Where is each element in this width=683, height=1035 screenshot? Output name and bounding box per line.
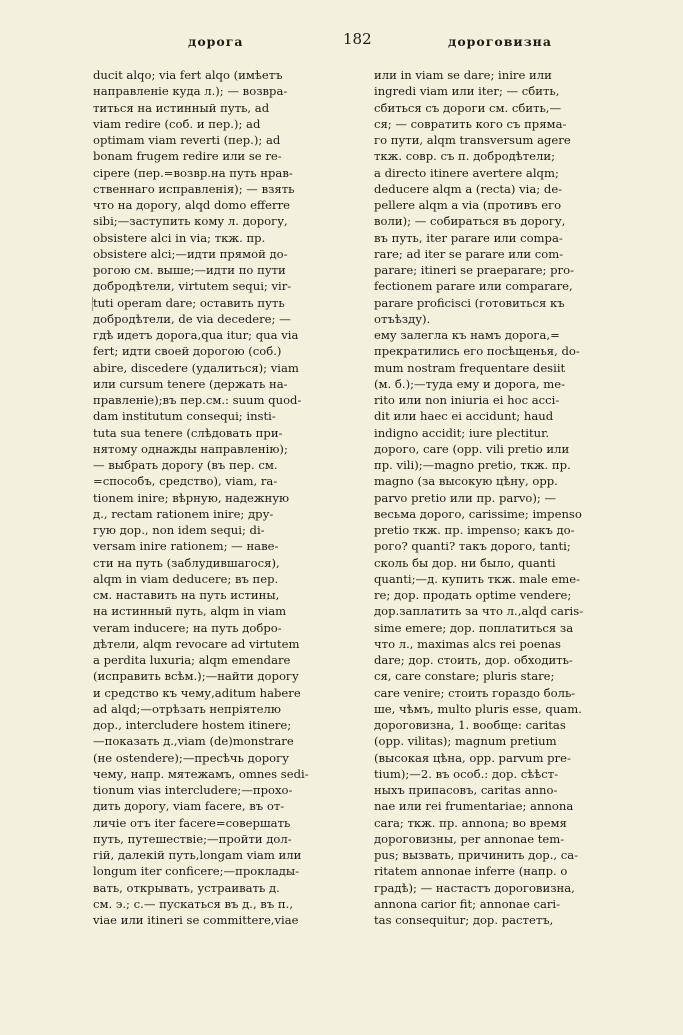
text-line: tuta sua tenere (слѣдовать при- xyxy=(93,425,283,440)
text-line: го пути, alqm transversum agere xyxy=(374,133,571,147)
text-line: annona carior fit; annonae cari- xyxy=(374,896,561,911)
text-line: ше, чѣмъ, multo pluris esse, quam. xyxy=(374,701,582,716)
text-line: viam redire (соб. и пер.); ad xyxy=(93,116,261,131)
text-line: ся, care constare; pluris stare; xyxy=(374,669,555,684)
text-line: и средство къ чему,aditum habere xyxy=(93,685,301,700)
text-line: дѣтели, alqm revocare ad virtutem xyxy=(93,636,300,651)
text-line: bonam frugem redire или se re- xyxy=(93,149,282,164)
text-line: личіе отъ iter facere=совершать xyxy=(93,815,291,830)
text-line: ся; — совратить кого съ пряма- xyxy=(374,116,567,131)
text-line: (высокая цѣна, opp. parvum pre- xyxy=(374,750,571,765)
text-line: гій, далекій путь,longam viam или xyxy=(93,848,302,862)
left-text-column xyxy=(93,67,355,928)
text-line: —показать д.,viam (de)monstrare xyxy=(93,734,294,749)
text-line: dam institutum consequi; insti- xyxy=(93,409,276,424)
text-line: dare; дор. стоить, дор. обходить- xyxy=(374,653,573,667)
text-line: дороговизны, per annonae tem- xyxy=(374,831,565,846)
text-line: =способъ, средство), viam, ra- xyxy=(93,474,278,489)
text-line: alqm in viam deducere; въ пер. xyxy=(93,571,279,586)
text-line: ingredi viam или iter; — сбить, xyxy=(374,84,560,99)
text-line: ad alqd;—отрѣзать непріятелю xyxy=(93,701,281,716)
text-line: или cursum tenere (держать на- xyxy=(93,376,288,391)
text-line: направленіе куда л.); — возвра- xyxy=(93,84,288,99)
text-line: magno (за высокую цѣну, opp. xyxy=(374,474,558,489)
text-line: optimam viam reverti (пер.); ad xyxy=(93,133,281,147)
text-line: sibi;—заступить кому л. дорогу, xyxy=(93,214,288,229)
text-line: добродѣтели, virtutem sequi; vir- xyxy=(93,279,292,294)
text-line: ему залегла къ намъ дорога,= xyxy=(374,328,560,342)
text-line: градѣ); — настастъ дороговизна, xyxy=(374,880,575,895)
text-line: весьма дорого, carissime; impenso xyxy=(374,506,582,521)
text-line: care venire; стоить гораздо боль- xyxy=(374,685,576,700)
text-line: дить дорогу, viam facere, въ от- xyxy=(93,799,285,814)
text-line: deducere alqm a (recta) via; de- xyxy=(374,181,563,196)
text-line: дорого, care (opp. vili pretio или xyxy=(374,441,570,456)
text-line: отъѣзду). xyxy=(374,311,431,326)
text-line: сти на путь (заблудившагося), xyxy=(93,555,280,570)
text-line: parare proficisci (готовиться къ xyxy=(374,295,565,310)
text-line: tionum vias intercludere;—прохо- xyxy=(93,783,293,797)
text-line: титься на истинный путь, ad xyxy=(93,100,270,115)
text-line: пр. vili);—magno pretio, ткж. пр. xyxy=(374,458,571,472)
text-line: tium);—2. въ особ.: дор. сѣѣст- xyxy=(374,766,559,781)
text-line: гдѣ идетъ дорога,qua itur; qua via xyxy=(93,328,299,342)
text-line: tuti operam dare; оставить путь xyxy=(93,295,285,310)
text-line: что л., maximas alcs rei poenas xyxy=(374,636,561,651)
text-line: obsistere alci in via; ткж. пр. xyxy=(93,230,266,245)
text-line: pellere alqm a via (противъ его xyxy=(374,198,562,212)
text-line: ственнаго исправленія); — взять xyxy=(93,181,295,196)
text-line: правленіе);въ пер.см.: suum quod- xyxy=(93,393,302,407)
text-line: рого? quanti? такъ дорого, tanti; xyxy=(374,539,571,554)
text-line: quanti;—д. купить ткж. male eme- xyxy=(374,571,581,586)
text-line: (исправить всѣм.);—найти дорогу xyxy=(93,669,299,684)
header-left-guide-word: дорога xyxy=(188,34,244,49)
text-line: re; дор. продать optime vendere; xyxy=(374,588,572,602)
text-line: — выбрать дорогу (въ пер. см. xyxy=(93,458,278,472)
text-line: дор.заплатить за что л.,alqd caris- xyxy=(374,604,584,619)
text-line: abire, discedere (удалиться); viam xyxy=(93,360,299,375)
text-line: вать, открывать, устраивать д. xyxy=(93,880,280,895)
text-line: viae или itineri se committere,viae xyxy=(93,913,299,927)
text-line: cipere (пер.=возвр.на путь нрав- xyxy=(93,165,293,180)
page-number: 182 xyxy=(343,30,372,48)
text-line: прекратились его посѣщенья, do- xyxy=(374,344,580,359)
text-line: воли); — собираться въ дорогу, xyxy=(374,214,566,229)
text-line: рогою см. выше;—идти по пути xyxy=(93,263,286,277)
text-line: дор., intercludere hostem itinere; xyxy=(93,718,292,732)
text-line: longum iter conficere;—проклады- xyxy=(93,864,300,879)
text-line: гую дор., non idem sequi; di- xyxy=(93,523,265,537)
text-line: путь, путешествіе;—пройти дол- xyxy=(93,831,292,846)
text-line: parvo pretio или пр. parvo); — xyxy=(374,490,557,505)
text-line: a directo itinere avertere alqm; xyxy=(374,165,559,180)
text-line: versam inire rationem; — наве- xyxy=(93,539,279,554)
text-line: сколь бы дор. ни было, quanti xyxy=(374,555,556,570)
text-line: pus; вызвать, причинить дор., ca- xyxy=(374,848,579,862)
text-line: fectionem parare или comparare, xyxy=(374,279,573,294)
text-line: (м. б.);—туда ему и дорога, me- xyxy=(374,376,566,391)
text-line: ныхъ припасовъ, caritas anno- xyxy=(374,783,558,797)
text-line: nae или rei frumentariae; annona xyxy=(374,799,574,814)
text-line: fert; идти своей дорогою (соб.) xyxy=(93,344,282,359)
text-line: или in viam se dare; inire или xyxy=(374,68,552,82)
header-right-guide-word: дороговизна xyxy=(448,34,552,49)
text-line: ducit alqo; via fert alqo (имѣетъ xyxy=(93,68,283,82)
text-line: tas consequitur; дор. растетъ, xyxy=(374,913,554,927)
text-line: въ путь, iter parare или compa- xyxy=(374,230,563,245)
text-line: sime emere; дор. поплатиться за xyxy=(374,620,574,635)
text-line: indigno accidit; iure plectitur. xyxy=(374,425,550,440)
text-line: д., rectam rationem inire; дру- xyxy=(93,506,274,521)
text-line: что на дорогу, alqd domo efferre xyxy=(93,198,290,212)
text-line: tionem inire; вѣрную, надежную xyxy=(93,490,290,505)
text-line: a perdita luxuria; alqm emendare xyxy=(93,653,291,667)
text-line: см. наставить на путь истины, xyxy=(93,588,280,602)
text-line: cara; ткж. пр. annona; во время xyxy=(374,815,567,830)
text-line: parare; itineri se praeparare; pro- xyxy=(374,263,574,277)
text-line: сбиться съ дороги см. сбить,— xyxy=(374,100,562,115)
right-text-column xyxy=(374,67,642,928)
text-line: нятому однажды направленію); xyxy=(93,441,288,456)
text-line: obsistere alci;—идти прямой до- xyxy=(93,246,288,261)
text-line: (opp. vilitas); magnum pretium xyxy=(374,734,557,749)
text-line: (не ostendere);—пресѣчь дорогу xyxy=(93,750,289,765)
text-line: rito или non iniuria ei hoc acci- xyxy=(374,393,560,407)
text-line: rare; ad iter se parare или com- xyxy=(374,246,564,261)
text-line: dit или haec ei accidunt; haud xyxy=(374,409,554,424)
text-line: дороговизна, 1. вообще: caritas xyxy=(374,718,566,732)
text-line: ткж. совр. съ п. добродѣтели; xyxy=(374,149,556,164)
text-line: чему, напр. мятежамъ, omnes sedi- xyxy=(93,766,309,781)
text-line: pretio ткж. пр. impenso; какъ до- xyxy=(374,523,575,537)
text-line: veram inducere; на путь добро- xyxy=(93,620,282,635)
text-line: на истинный путь, alqm in viam xyxy=(93,604,287,619)
text-line: mum nostram frequentare desiit xyxy=(374,360,566,375)
text-line: см. э.; с.— пускаться въ д., въ п., xyxy=(93,896,293,911)
text-line: добродѣтели, de via decedere; — xyxy=(93,311,291,326)
running-header xyxy=(0,26,683,48)
text-line: ritatem annonae inferre (напр. о xyxy=(374,864,568,879)
